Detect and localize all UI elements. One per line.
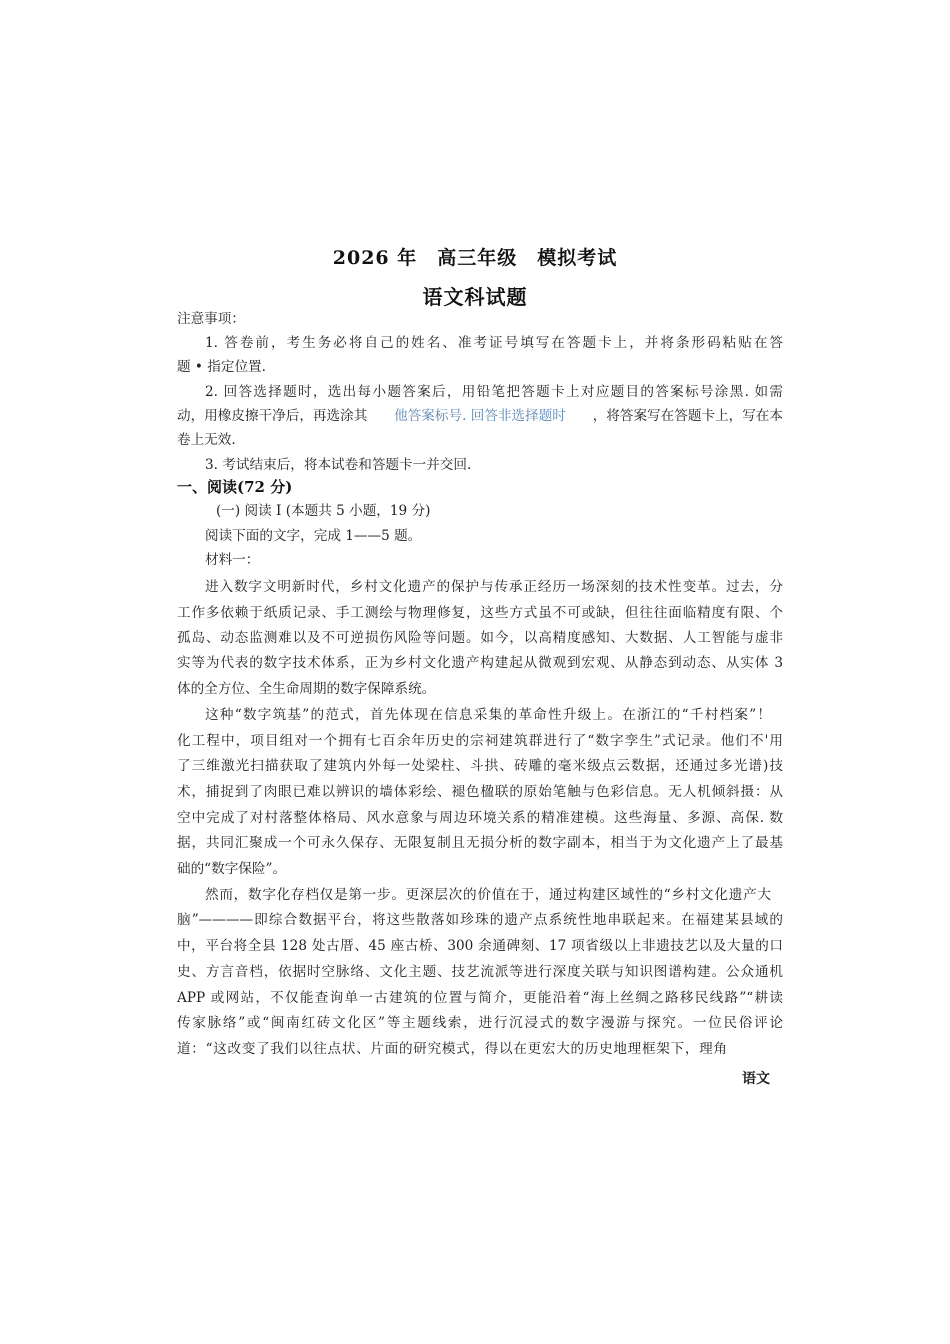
section-sub-heading: (一) 阅读 Ⅰ (本题共 5 小题，19 分) [216, 503, 431, 519]
passage-line: 孤岛、动态监测难以及不可逆损伤风险等问题。如今，以高精度感知、大数据、人工智能与虚非 [177, 630, 783, 646]
passage-line: 进入数字文明新时代，乡村文化遗产的保护与传承正经历一场深刻的技术性变革。过去，分 [205, 579, 783, 595]
passage-line: 空中完成了对村落整体格局、风水意象与周边环境关系的精准建模。这些海量、多源、高保. 数 [177, 810, 783, 826]
exam-subtitle: 语文科试题 [422, 285, 528, 309]
notice-item-2-line-1: 2. 回答选择题时，选出每小题答案后，用铅笔把答题卡上对应题目的答案标号涂黑. 如需 [205, 384, 783, 400]
passage-line: 础的“数字保险”。 [177, 861, 287, 877]
passage-line: 据，共同汇聚成一个可永久保存、无限复制且无损分析的数字副本，相当于为文化遗产上了最基 [177, 835, 783, 851]
notice-item-1-line-2: 题 • 指定位置. [177, 359, 266, 375]
notice-item-3: 3. 考试结束后，将本试卷和答题卡一并交回. [205, 457, 472, 473]
passage-line: 工作多依赖于纸质记录、手工测绘与物理修复，这些方式虽不可或缺，但往往面临精度有限、个 [177, 605, 783, 621]
section-heading: 一、阅读(72 分) [177, 478, 293, 496]
passage-line: 道：“这改变了我们以往点状、片面的研究模式，得以在更宏大的历史地理框架下，理角 [177, 1041, 727, 1057]
passage-line: 传家脉络”或“闽南红砖文化区”等主题线索，进行沉浸式的数字漫游与探究。一位民俗评论 [177, 1015, 783, 1031]
passage-line: 术，捕捉到了肉眼已难以辨识的墙体彩绘、褪色楹联的原始笔触与色彩信息。无人机倾斜摄：从 [177, 784, 783, 800]
exam-title: 2026 年 高三年级 模拟考试 [332, 247, 618, 269]
passage-line: 脑”————即综合数据平台，将这些散落如珍珠的遗产点系统性地串联起来。在福建某县域的 [177, 912, 783, 928]
notice-heading: 注意事项： [177, 311, 245, 327]
notice-item-2-text-b: 他答案标号. 回答非选择题时 [394, 408, 566, 424]
passage-line: 体的全方位、全生命周期的数字保障系统。 [177, 681, 436, 697]
footer-subject: 语文 [742, 1071, 770, 1087]
notice-item-2-text-c: ，将答案写在答题卡上，写在本 [592, 408, 783, 424]
passage-line: APP 或网站，不仅能查询单一古建筑的位置与简介，更能沿着“海上丝绸之路移民线路”“耕读 [177, 990, 783, 1006]
notice-item-2-line-2 [177, 406, 783, 426]
passage-line: 实等为代表的数字技术体系，正为乡村文化遗产构建起从微观到宏观、从静态到动态、从实体 3 [177, 655, 783, 671]
passage-line: 化工程中，项目组对一个拥有七百余年历史的宗祠建筑群进行了“数字孪生”式记录。他们不'用 [177, 733, 783, 749]
notice-item-2-line-3: 卷上无效. [177, 432, 236, 448]
passage-line: 然而，数字化存档仅是第一步。更深层次的价值在于，通过构建区域性的“乡村文化遗产大 [205, 887, 771, 903]
section-instruction: 阅读下面的文字，完成 1——5 题。 [205, 528, 422, 544]
material-label: 材料一： [205, 552, 260, 568]
notice-item-2-text-a: 动，用橡皮擦干净后，再选涂其 [177, 408, 368, 424]
passage-line: 了三维激光扫描获取了建筑内外每一处梁柱、斗拱、砖雕的毫米级点云数据，还通过多光谱)技 [177, 758, 783, 774]
passage-line: 这种“数字筑基”的范式，首先体现在信息采集的革命性升级上。在浙江的“千村档案”！ [205, 707, 771, 723]
notice-item-1-line-1: 1. 答卷前，考生务必将自己的姓名、准考证号填写在答题卡上，并将条形码粘贴在答 [205, 335, 783, 351]
passage-line: 史、方言音档，依据时空脉络、文化主题、技艺流派等进行深度关联与知识图谱构建。公众通机 [177, 964, 783, 980]
passage-line: 中，平台将全县 128 处古厝、45 座古桥、300 余通碑刻、17 项省级以上非遗技艺以及大量的口 [177, 938, 783, 954]
